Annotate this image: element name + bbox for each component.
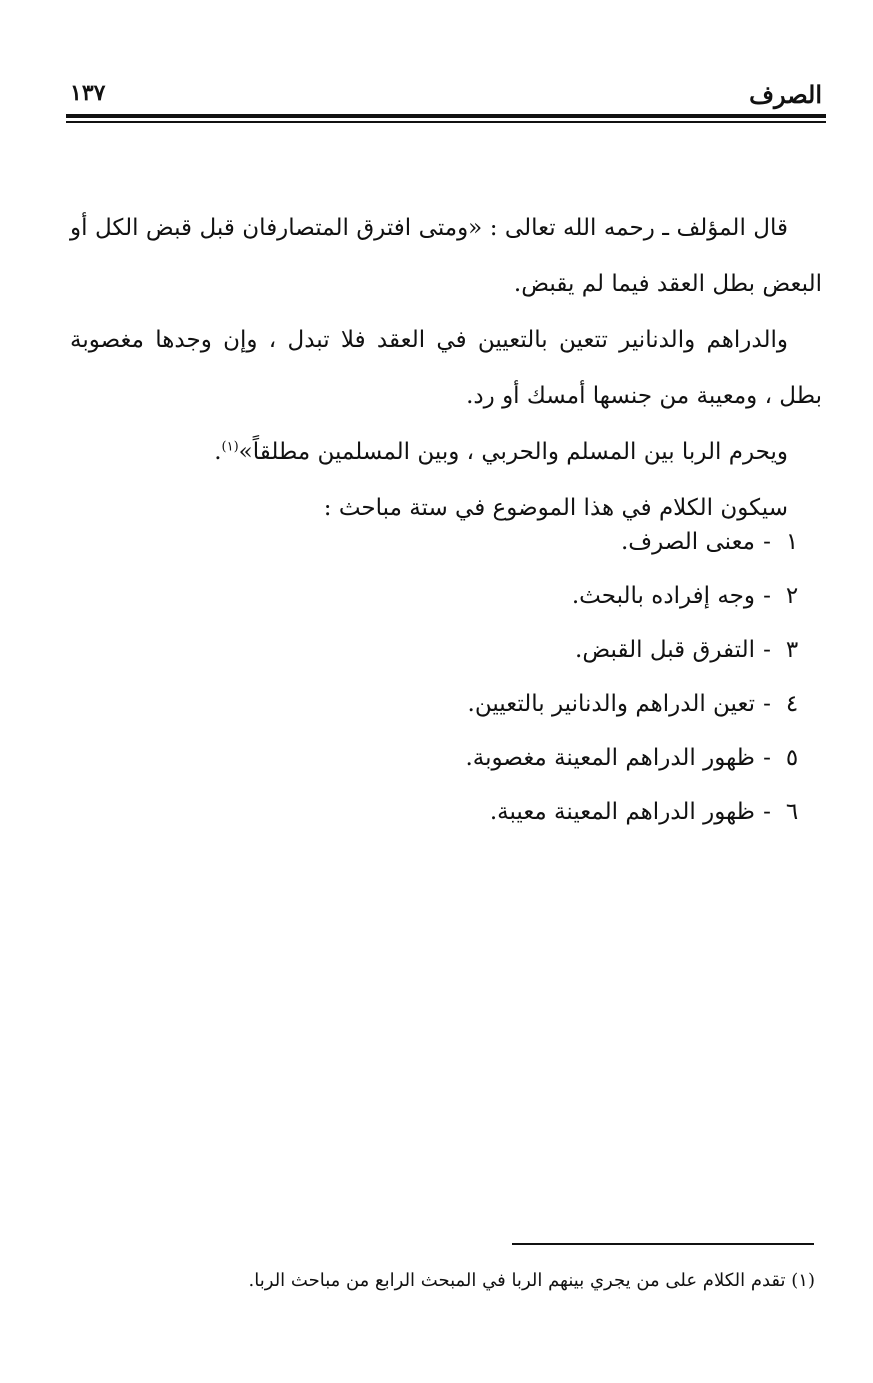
main-text: [70, 200, 822, 536]
list-item-number: ٣: [785, 637, 799, 663]
list-item-text: وجه إفراده بالبحث.: [571, 583, 755, 609]
list-item: [305, 623, 805, 677]
list-item: [305, 569, 805, 623]
list-item-text: ظهور الدراهم المعينة معيبة.: [489, 799, 755, 825]
list-item-number: ٥: [785, 745, 799, 771]
section-intro: سيكون الكلام في هذا الموضوع في ستة مباحث :: [323, 495, 788, 521]
list-item-number: ٤: [785, 691, 799, 717]
list-item-number: ١: [785, 529, 799, 555]
list-item-text: التفرق قبل القبض.: [575, 637, 755, 663]
header-rule-thick: [66, 114, 826, 118]
list-item: [305, 515, 805, 569]
paragraph-quote-3: [70, 424, 822, 480]
list-item-dash: -: [763, 799, 771, 825]
paragraph-quote-3-text: ويحرم الربا بين المسلم والحربي ، وبين المسلمين مطلقاً»: [238, 439, 788, 465]
list-item-dash: -: [763, 691, 771, 717]
list-item: [305, 677, 805, 731]
footnote-reference[interactable]: (١): [221, 439, 239, 455]
list-item-number: ٦: [785, 799, 799, 825]
list-item-dash: -: [763, 745, 771, 771]
list-item-text: ظهور الدراهم المعينة مغصوبة.: [465, 745, 755, 771]
chapter-title: الصرف: [749, 80, 822, 109]
paragraph-quote-3-end: .: [214, 439, 222, 465]
running-header: [66, 76, 826, 112]
page-number: ١٣٧: [70, 80, 106, 106]
header-rule-thin: [66, 121, 826, 123]
list-item-dash: -: [763, 637, 771, 663]
list-item-dash: -: [763, 583, 771, 609]
list-item-dash: -: [763, 529, 771, 555]
list-item-text: معنى الصرف.: [620, 529, 755, 555]
paragraph-quote-2: والدراهم والدنانير تتعين بالتعيين في العقد فلا تبدل ، وإن وجدها مغصوبة بطل ، ومعيبة من جنسها أمسك أو رد.: [70, 327, 822, 409]
footnote: (١) تقدم الكلام على من يجري بينهم الربا في المبحث الرابع من مباحث الربا.: [248, 1270, 815, 1291]
list-item: [305, 731, 805, 785]
paragraph-quote-1: قال المؤلف ـ رحمه الله تعالى : «ومتى افترق المتصارفان قبل قبض الكل أو البعض بطل العقد فيما لم يقبض.: [70, 215, 822, 297]
list-item-text: تعين الدراهم والدنانير بالتعيين.: [467, 691, 755, 717]
list-item-number: ٢: [785, 583, 799, 609]
list-item: [305, 785, 805, 839]
topics-list: [305, 515, 805, 839]
footnote-separator: [512, 1243, 814, 1245]
